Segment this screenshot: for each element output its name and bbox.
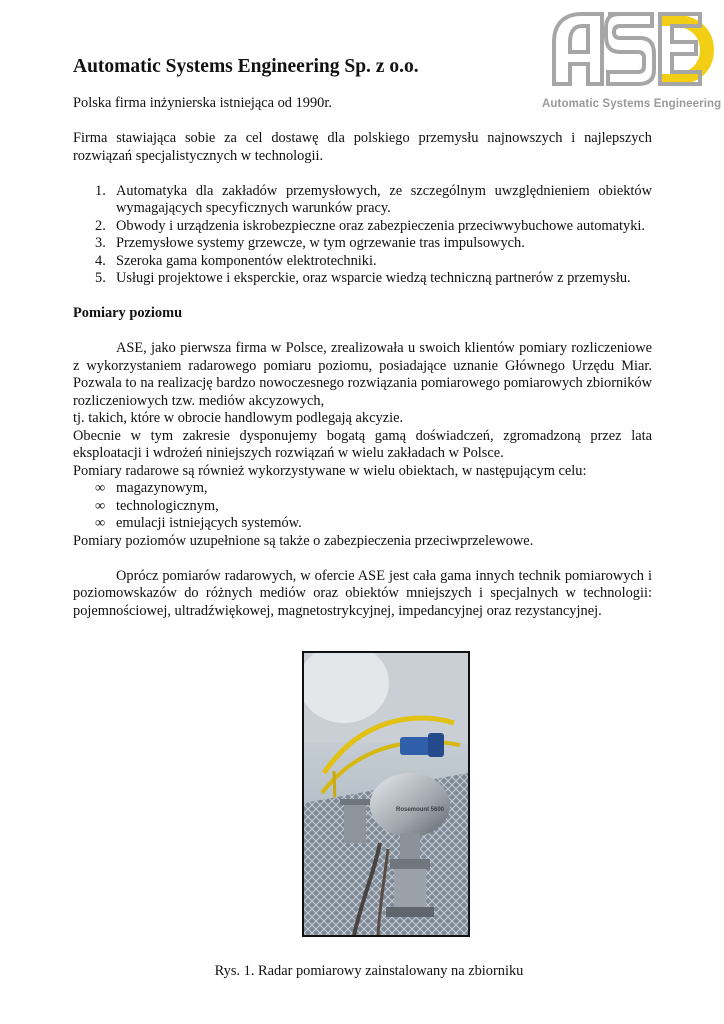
section-heading: Pomiary poziomu (73, 305, 183, 321)
mission-paragraph: Firma stawiająca sobie za cel dostawę dla polskiego przemysłu najnowszych i najlepszych rozwiązań specjalistycznych w technologii. (73, 130, 652, 164)
radar-paragraph-tail: tj. takich, które w obrocie handlowym podlegają akcyzie. (73, 410, 404, 426)
list-item: 2. Obwody i urządzenia iskrobezpieczne oraz zabezpieczenia przeciwwybuchowe automatyki. (95, 217, 645, 234)
infinity-bullet-icon: ∞ (95, 515, 106, 531)
logo-letter-a (554, 14, 602, 84)
radar-photo (302, 651, 470, 937)
other-techniques-paragraph: Oprócz pomiarów radarowych, w ofercie ASE jest cała gama innych technik pomiarowych i poziomowskazów do różnych mediów oraz obiektów mniejszych i specjalnych w technologii: pojemnościowej, ultradźwiękowej, magnetostrykcyjnej, impedancyjnej oraz rezystancyjnej. (73, 567, 652, 619)
page-title: Automatic Systems Engineering Sp. z o.o. (73, 56, 419, 77)
list-item: 5. Usługi projektowe i eksperckie, oraz wsparcie wiedzą techniczną partnerów z przemysłu. (95, 270, 631, 286)
uses-intro: Pomiary radarowe są również wykorzystywane w wielu obiektach, w następującym celu: (73, 462, 587, 479)
logo-tagline: Automatic Systems Engineering (542, 98, 722, 110)
list-item: 3. Przemysłowe systemy grzewcze, w tym ogrzewanie tras impulsowych. (95, 235, 525, 251)
document-body (73, 95, 652, 620)
ase-logo-mark (550, 8, 718, 90)
radar-paragraph: ASE, jako pierwsza firma w Polsce, zrealizowała u swoich klientów pomiary rozliczeniowe z wykorzystaniem radarowego pomiaru poziomu, posiadające uznanie Głównego Urzędu Miar. Pozwala to na realizację bardzo nowoczesnego rozwiązania pomiarowego pomiarowych zbiorników rozliczeniowych tzw. mediów akcyzowych, (73, 340, 652, 409)
infinity-bullet-icon: ∞ (95, 480, 106, 496)
experience-paragraph: Obecnie w tym zakresie dysponujemy bogatą gamą doświadczeń, zgromadzoną przez lata eksploatacji i wdrożeń niniejszych rozwiązań w wielu zakładach w Polsce. (73, 427, 652, 461)
list-item: 4. Szeroka gama komponentów elektrotechniki. (95, 252, 377, 269)
intro-paragraph: Polska firma inżynierska istniejąca od 1990r. (73, 95, 332, 111)
figure-caption: Rys. 1. Radar pomiarowy zainstalowany na zbiorniku (214, 963, 524, 980)
uses-list (73, 480, 652, 533)
list-item: 1. Automatyka dla zakładów przemysłowych, ze szczególnym uwzględnieniem obiektów wymagających specyficznych warunków pracy. (95, 182, 652, 216)
photo-device-label: Rosemount 5600 (396, 807, 445, 813)
overflow-protection-paragraph: Pomiary poziomów uzupełnione są także o zabezpieczenia przeciwprzelewowe. (73, 532, 534, 549)
list-item: ∞ magazynowym, (95, 480, 208, 496)
logo-letter-s (606, 14, 654, 84)
list-item: ∞ emulacji istniejących systemów. (95, 515, 302, 531)
infinity-bullet-icon: ∞ (95, 497, 106, 514)
list-item: ∞ technologicznym, (95, 497, 219, 514)
offer-list (73, 183, 652, 288)
